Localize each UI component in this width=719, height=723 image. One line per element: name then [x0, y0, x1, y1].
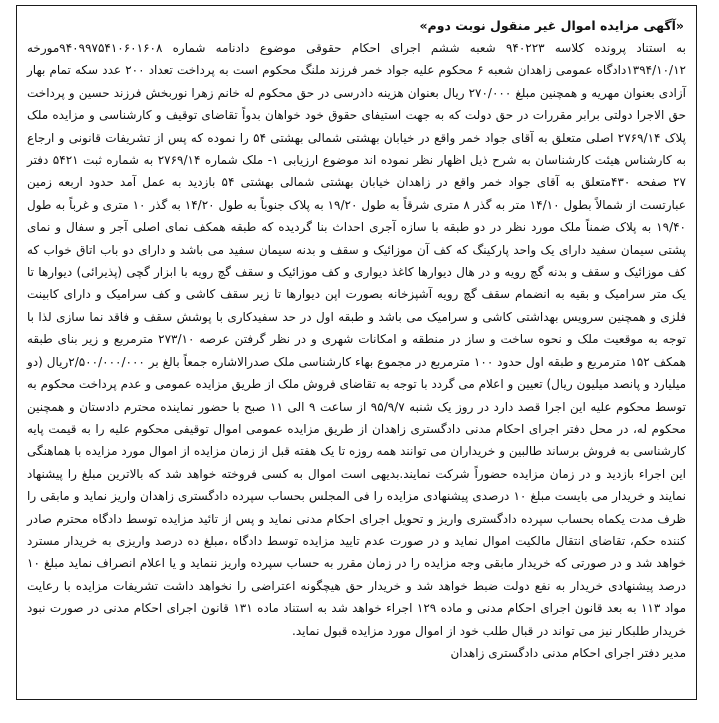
notice-title: «آگهی مزایده اموال غیر منقول نوبت دوم» [419, 18, 684, 33]
notice-body: به استناد پرونده کلاسه ۹۴۰۲۲۳ شعبه ششم اجرای احکام حقوقی موضوع دادنامه شماره ۹۴۰۹۹۷۵۴۱۰۶۰۱۶۰۸مورخه ۱۳۹۴/۱۰/۱۲دادگاه عمومی زاهدان شعبه ۶ محکوم علیه جواد خمر فرزند ملنگ محکوم است به پرداخت تعداد ۲۰۰ عدد سکه تمام بهار آزادی بعنوان مهریه و همچنین مبلغ ۲۷۰/۰۰۰ ریال بعنوان هزینه دادرسی در حق محکوم له خانم زهرا نوربخش فرزند حسین و پرداخت حق الاجرا دولتی برابر مقررات در حق دولت که به جهت استیفای حقوق خود خواهان بدواً تقاضای توقیف و کارشناسی و مزایده ملک پلاک ۲۷۶۹/۱۴ اصلی متعلق به آقای جواد خمر واقع در خیابان بهشتی شمالی بهشتی ۵۴ را نموده که پس از تشریفات قانونی و ارجاع به کارشناس هیئت کارشناسان به شرح ذیل اظهار نظر نموده اند موضوع ارزیابی ۱- ملک شماره ۲۷۶۹/۱۴ به شماره ثبت ۵۴۲۱ دفتر ۲۷ صفحه ۴۳۰متعلق به آقای جواد خمر واقع در زاهدان خیابان بهشتی شمالی بهشتی ۵۴ بازدید به عمل آمد حدود اربعه زمین عبارتست از شمالاً بطول ۱۴/۱۰ متر به گذر ۸ متری شرقاً به طول ۱۹/۲۰ به پلاک جنوباً به طول ۱۴/۲۰ به گذر ۱۰ متری و غرباً به طول ۱۹/۴۰ به پلاک ضمناً ملک مورد نظر در دو طبقه با سازه آجری احداث بنا گردیده که طبقه همکف نمای اصلی آجر و سفال و نمای پشتی سیمان سفید دارای یک واحد پارکینگ که کف آن موزائیک و سقف و بدنه سیمان سفید می باشد و دارای دو باب اتاق خواب که کف موزائیک و سقف و بدنه گچ رویه و در هال دیوارها کاغذ دیواری و کف موزائیک و سقف گچ رویه با ابزار گچی (پذیرائی) دیوارها تا یک متر سرامیک و بقیه به انضمام سقف گچ رویه آشپزخانه بصورت اپن دیوارها تا زیر سقف کاشی و کف سرامیک و دارای کابینت فلزی و همچنین سرویس بهداشتی کاشی و سرامیک می باشد و طبقه اول در حد سفیدکاری با پوشش سقف و فاقد نما سازی لذا با توجه به موقعیت ملک و نحوه ساخت و ساز در منطقه و امکانات شهری و در نظر گرفتن عرصه ۲۷۳/۱۰ مترمربع و زیر بنای طبقه همکف ۱۵۲ مترمربع و طبقه اول حدود ۱۰۰ مترمربع در مجموع بهاء کارشناسی ملک صدرالاشاره جمعاً بالغ بر ۲/۵۰۰/۰۰۰/۰۰۰ریال (دو میلیارد و پانصد میلیون ریال) تعیین و اعلام می گردد با توجه به تقاضای فروش ملک از طریق مزایده عمومی و عدم پرداخت محکوم به توسط محکوم علیه این اجرا قصد دارد در روز یک شنبه ۹۵/۹/۷ از ساعت ۹ الی ۱۱ صبح با حضور نماینده محترم دادستان و همچنین محکوم له، در محل دفتر اجرای احکام مدنی دادگستری زاهدان از طریق مزایده عمومی اموال توقیفی محکوم علیه را به قیمت پایه کارشناسی به فروش برساند طالبین و خریداران می توانند همه روزه تا یک هفته قبل از زمان مزایده از اموال مورد مزایده با هماهنگی این اجراء بازدید و در زمان مزایده حضوراً شرکت نمایند.بدیهی است اموال به کسی فروخته خواهد شد که بالاترین مبلغ را پیشنهاد نمایند و خریدار می بایست مبلغ ۱۰ درصدی پیشنهادی مزایده را فی المجلس بحساب سپرده دادگستری زاهدان واریز نماید و مابقی را ظرف مدت یکماه بحساب سپرده دادگستری واریز و تحویل اجرای احکام مدنی نماید و پس از تائید مزایده توسط دادگاه محترم صادر کننده حکم، تقاضای انتقال مالکیت اموال نماید و در صورت عدم تایید مزایده توسط دادگاه ،مبلغ ده درصد واریزی به خریدار مسترد خواهد شد و در صورتی که خریدار مابقی وجه مزایده را در زمان مقرر به حساب سپرده واریز ننماید و یا اعلام انصراف نماید مبلغ ۱۰ درصد پیشنهادی خریدار به نفع دولت ضبط خواهد شد و خریدار حق هیچگونه اعتراضی را نخواهد داشت تشریفات مزایده با رعایت مواد ۱۱۳ به بعد قانون اجرای احکام مدنی و ماده ۱۲۹ اجراء خواهد شد به استناد ماده ۱۳۱ قانون اجرای احکام مدنی در صورت نبود خریدار طلبکار نیز می تواند در قبال طلب خود از اموال مورد مزایده قبول نماید. [27, 41, 687, 638]
notice-signature: مدیر دفتر اجرای احکام مدنی دادگستری زاهدان [450, 645, 686, 660]
auction-notice [16, 5, 697, 700]
